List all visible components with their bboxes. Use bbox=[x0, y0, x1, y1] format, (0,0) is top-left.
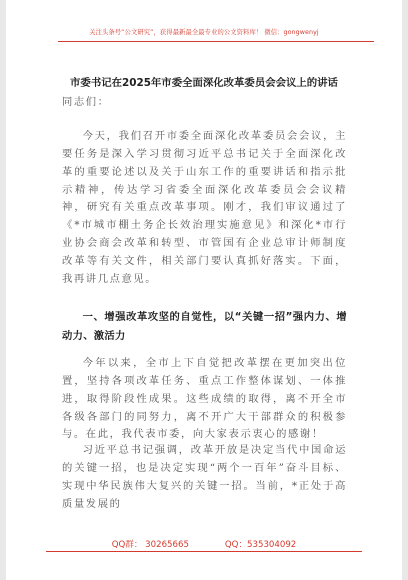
header-divider bbox=[58, 41, 374, 42]
document-page bbox=[6, 0, 402, 580]
qq-group: QQ群： 30265665 bbox=[111, 540, 189, 550]
document-title: 市委书记在2025年市委全面深化改革委员会会议上的讲话 bbox=[70, 77, 338, 89]
footer-divider bbox=[46, 551, 362, 552]
qq-footer bbox=[6, 538, 402, 550]
paragraph-reform-key: 习近平总书记强调，改革开放是决定当代中国命运的关键一招，也是决定实现“两个一百年”奋斗目标、实现中华民族伟大复兴的关键一招。当前，*正处于高质量发展的 bbox=[62, 444, 347, 510]
greeting: 同志们： bbox=[62, 96, 110, 108]
promo-header: 关注头条号“公文研究”，获得最新最全最专业的公文资料库！ 微信：gongwenyj bbox=[89, 29, 319, 36]
paragraph-achievements: 今年以来，全市上下自觉把改革摆在更加突出位置，坚持各项改革任务、重点工作整体谋划、一体推进，取得阶段性成果。这些成绩的取得，离不开全市各级各部门的同努力，离不开广大干部群众的积极参与。在此，我代表市委，向大家表示衷心的感谢！ bbox=[62, 357, 347, 441]
qq-number: QQ：535304092 bbox=[224, 540, 297, 550]
section-heading-1: 一、增强改革攻坚的自觉性，以“关键一招”强内力、增动力、激活力 bbox=[62, 311, 347, 343]
paragraph-intro: 今天，我们召开市委全面深化改革委员会会议，主要任务是深入学习贯彻习近平总书记关于全面深化改革的重要论述以及关于山东工作的重要讲话和指示批示精神，传达学习省委全面深化改革委员会会议精神，研究有关重点改革事项。刚才，我们审议通过了《*市城市棚土务企长效治理实施意见》和深化*市行业协会商会改革和转型、市管国有企业总审计师制度改革等有关文件，相关部门要认真抓好落实。下面，我再讲几点意见。 bbox=[62, 130, 347, 285]
